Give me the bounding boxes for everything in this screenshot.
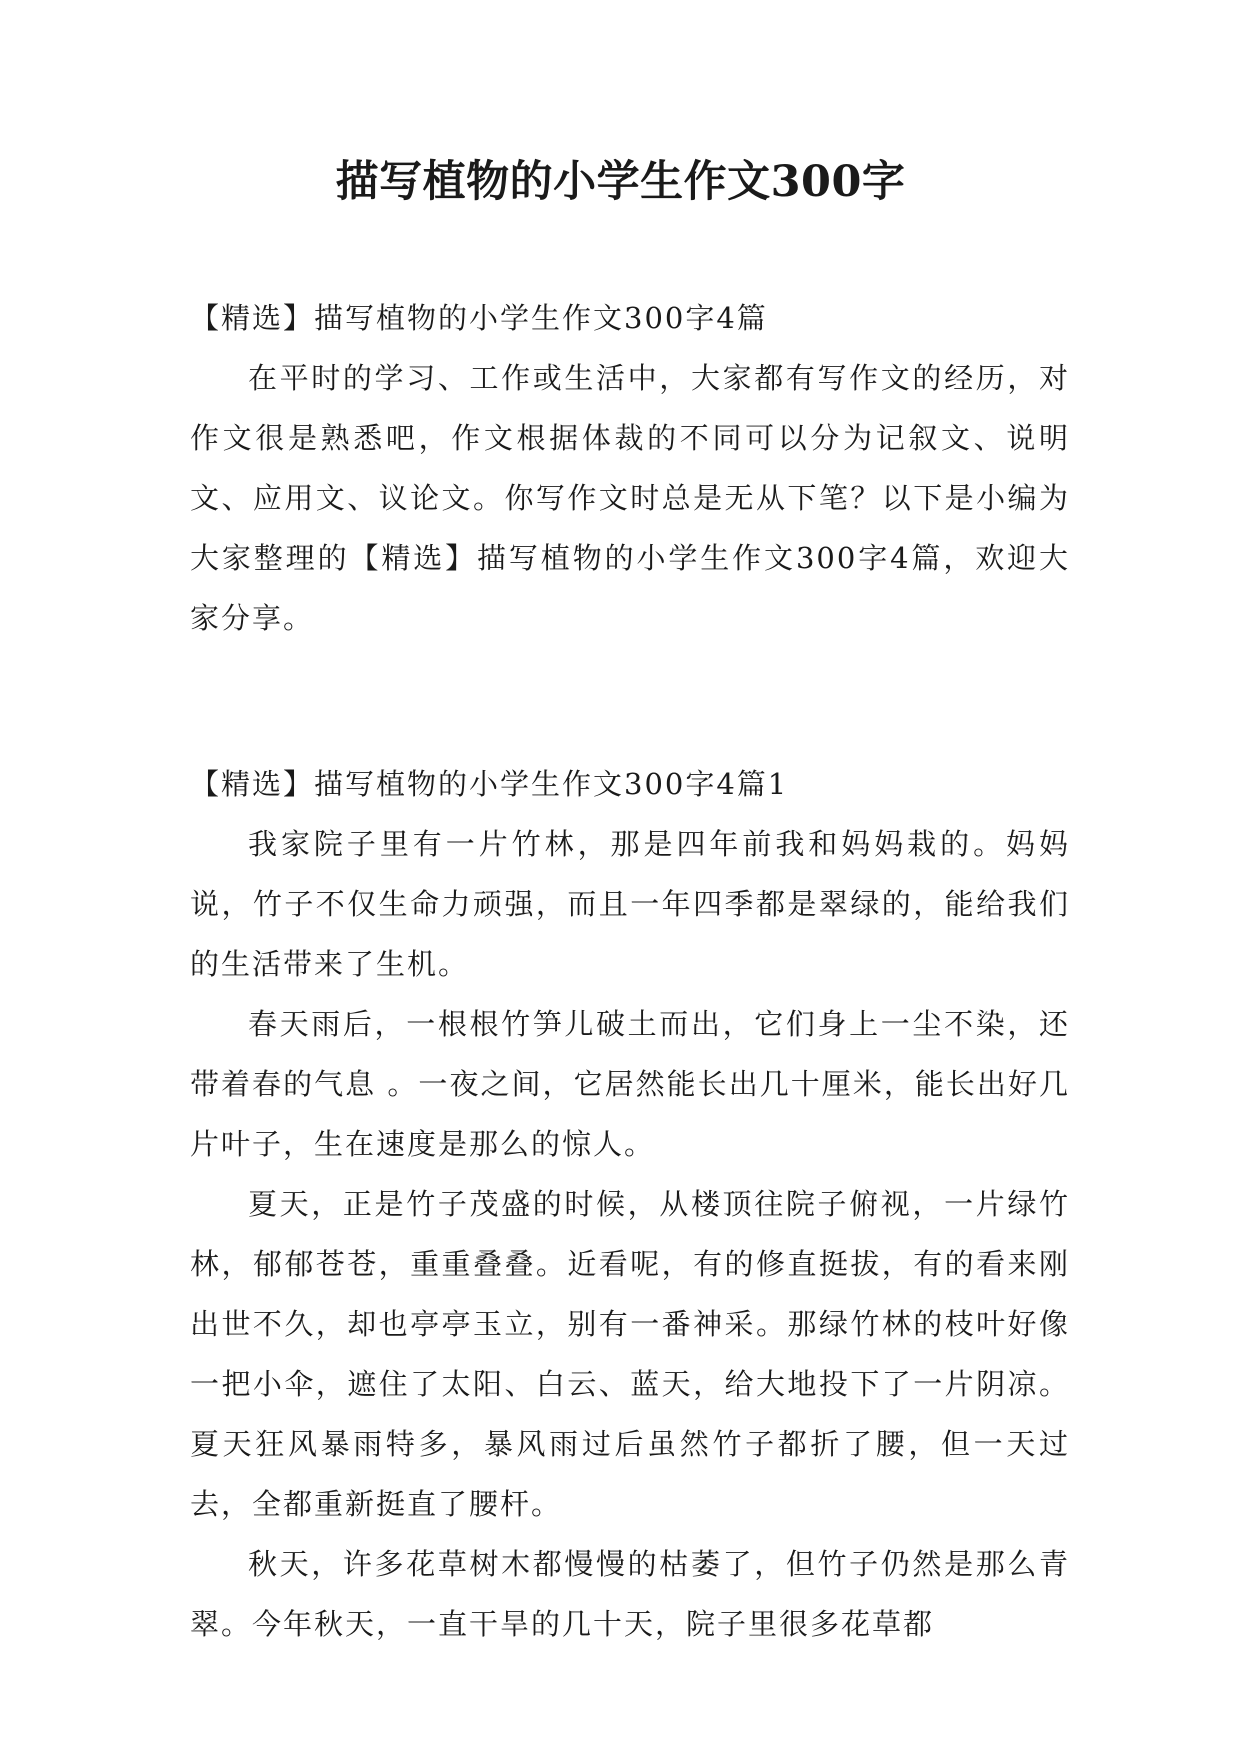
document-title: 描写植物的小学生作文300字 xyxy=(335,157,906,207)
intro-paragraph: 在平时的学习、工作或生活中，大家都有写作文的经历，对作文很是熟悉吧，作文根据体裁的不同可以分为记叙文、说明文、应用文、议论文。你写作文时总是无从下笔？以下是小编为大家整理的【精选】描写植物的小学生作文300字4篇，欢迎大家分享。 xyxy=(190,361,1070,635)
section-1-paragraph-4: 秋天，许多花草树木都慢慢的枯萎了，但竹子仍然是那么青翠。今年秋天，一直干旱的几十天，院子里很多花草都 xyxy=(190,1547,1070,1641)
section-spacer xyxy=(190,648,1070,754)
document-body xyxy=(190,288,1070,1654)
section-1-paragraph-2: 春天雨后，一根根竹笋儿破土而出，它们身上一尘不染，还带着春的气息 。一夜之间，它居然能长出几十厘米，能长出好几片叶子，生在速度是那么的惊人。 xyxy=(190,1007,1070,1161)
section-1-paragraph-1: 我家院子里有一片竹林，那是四年前我和妈妈栽的。妈妈说，竹子不仅生命力顽强，而且一年四季都是翠绿的，能给我们的生活带来了生机。 xyxy=(190,827,1070,981)
section-1-paragraph-3: 夏天，正是竹子茂盛的时候，从楼顶往院子俯视，一片绿竹林，郁郁苍苍，重重叠叠。近看呢，有的修直挺拔，有的看来刚出世不久，却也亭亭玉立，别有一番神采。那绿竹林的枝叶好像一把小伞，遮住了太阳、白云、蓝天，给大地投下了一片阴凉。夏天狂风暴雨特多，暴风雨过后虽然竹子都折了腰，但一天过去，全都重新挺直了腰杆。 xyxy=(190,1187,1070,1521)
section-1-heading: 【精选】描写植物的小学生作文300字4篇1 xyxy=(190,767,789,801)
intro-heading: 【精选】描写植物的小学生作文300字4篇 xyxy=(190,301,768,335)
